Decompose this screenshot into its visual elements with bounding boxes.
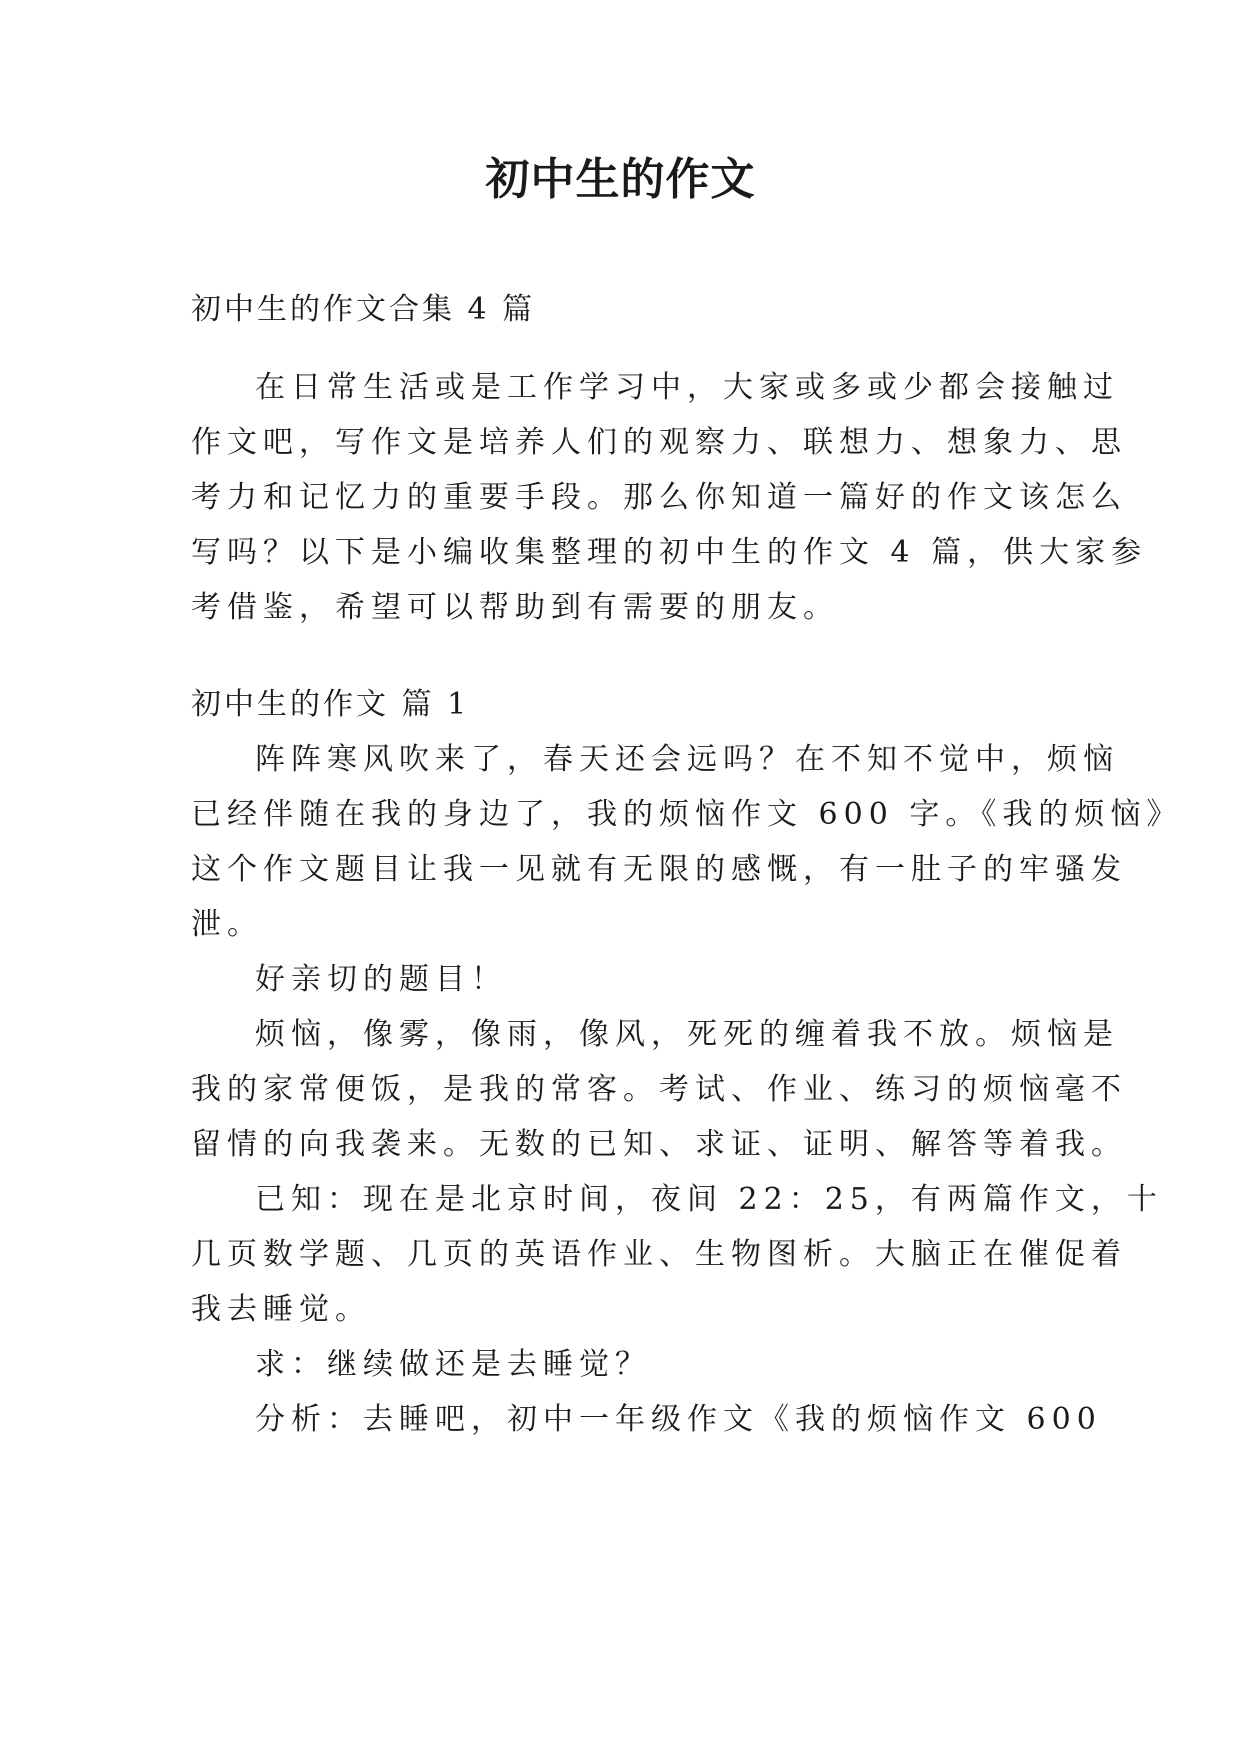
- document-subtitle: 初中生的作文合集 4 篇: [191, 292, 536, 327]
- intro-line: 写吗？以下是小编收集整理的初中生的作文 4 篇，供大家参: [191, 535, 1148, 570]
- body-line: 我的家常便饭，是我的常客。考试、作业、练习的烦恼毫不: [191, 1072, 1127, 1107]
- document-title: 初中生的作文: [485, 154, 756, 205]
- intro-line: 考力和记忆力的重要手段。那么你知道一篇好的作文该怎么: [191, 480, 1127, 515]
- body-line: 几页数学题、几页的英语作业、生物图析。大脑正在催促着: [191, 1237, 1127, 1272]
- body-line: 已经伴随在我的身边了，我的烦恼作文 600 字。《我的烦恼》: [191, 797, 1183, 832]
- body-line: 留情的向我袭来。无数的已知、求证、证明、解答等着我。: [191, 1127, 1127, 1162]
- body-line: 已知：现在是北京时间，夜间 22：25，有两篇作文，十: [255, 1182, 1163, 1217]
- section-heading: 初中生的作文 篇 1: [191, 687, 470, 722]
- body-line: 烦恼，像雾，像雨，像风，死死的缠着我不放。烦恼是: [255, 1017, 1119, 1052]
- body-line: 阵阵寒风吹来了，春天还会远吗？在不知不觉中，烦恼: [255, 742, 1119, 777]
- intro-line: 作文吧，写作文是培养人们的观察力、联想力、想象力、思: [191, 425, 1127, 460]
- body-line: 泄。: [191, 907, 263, 942]
- body-line: 求：继续做还是去睡觉？: [255, 1347, 651, 1382]
- body-line: 这个作文题目让我一见就有无限的感慨，有一肚子的牢骚发: [191, 852, 1127, 887]
- body-line: 我去睡觉。: [191, 1292, 371, 1327]
- body-line: 好亲切的题目！: [255, 962, 507, 997]
- intro-line: 考借鉴，希望可以帮助到有需要的朋友。: [191, 590, 839, 625]
- body-line: 分析：去睡吧，初中一年级作文《我的烦恼作文 600: [255, 1402, 1102, 1437]
- intro-line: 在日常生活或是工作学习中，大家或多或少都会接触过: [255, 370, 1119, 405]
